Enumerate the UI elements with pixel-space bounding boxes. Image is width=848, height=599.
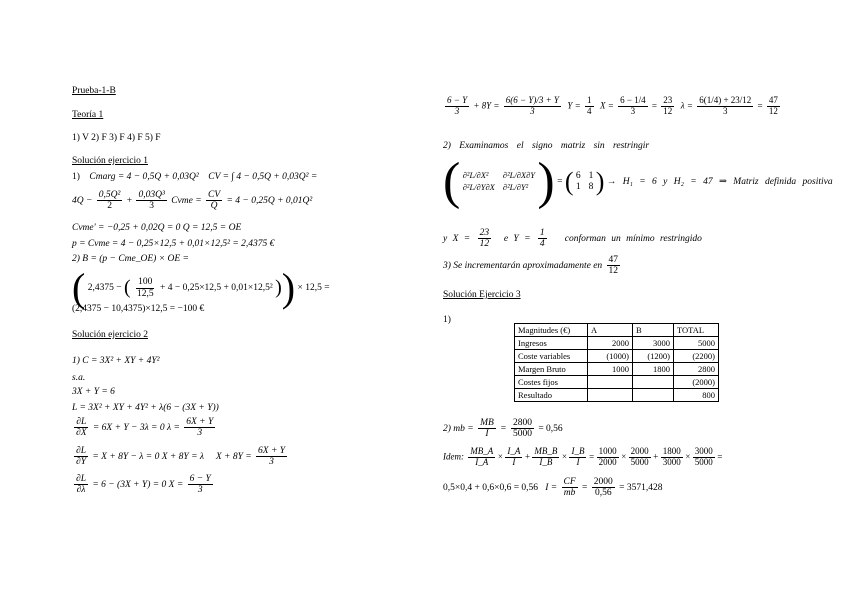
table-cell: 1000	[588, 363, 633, 376]
p3-op: +	[652, 451, 659, 462]
ej1-l6-b: + 4 − 0,25×12,5 + 0,01×12,5²	[159, 283, 273, 294]
ej1-line7: (2,4375 − 10,4375)×12,5 = −100 €	[72, 304, 205, 314]
r1-a: + 8Y =	[473, 100, 500, 111]
p4-a: 0,5×0,4 + 0,6×0,6 = 0,56	[443, 483, 539, 494]
ej1-line2	[72, 190, 312, 212]
p3-frac: $\frac{MB\_B}{I\_B}$	[534, 446, 558, 467]
vals-open: (	[564, 167, 574, 196]
hess-cell: ∂²L/∂Y∂X	[462, 182, 495, 192]
hess-cell: ∂²L/∂X∂Y	[502, 170, 536, 181]
hessian-matrix	[463, 171, 535, 193]
ej1-l2-a: 4Q −	[72, 196, 93, 207]
hess-val: 1	[575, 182, 581, 192]
ej2-d2-frac: $\frac{6X + Y}{3}$	[258, 446, 286, 468]
table-row	[515, 389, 719, 402]
p4-frac2: $\frac{2000}{0,56}$	[593, 477, 613, 499]
ej1-l2-plus: +	[126, 196, 133, 207]
ej3-item-number: 1)	[443, 315, 451, 325]
ej1-l2-cvme: Cvme =	[171, 196, 202, 207]
p3-frac: $\frac{1800}{3000}$	[662, 446, 681, 467]
table-header: Magnitudes (€)	[515, 324, 588, 337]
ej1-cmarg: Cmarg = 4 − 0,5Q + 0,03Q²	[89, 172, 199, 182]
r3-b: e Y =	[503, 234, 531, 245]
table-cell	[633, 376, 674, 389]
p3-op: =	[588, 451, 595, 462]
table-cell: 1800	[633, 363, 674, 376]
ej2-d3-frac: $\frac{6 - Y}{3}$	[189, 474, 211, 496]
ej2-d1-frac: $\frac{6X + Y}{3}$	[186, 417, 214, 439]
table-cell: 800	[674, 389, 719, 402]
r-line4	[443, 255, 622, 277]
ej1-l2-result: = 4 − 0,25Q + 0,01Q²	[226, 196, 313, 207]
ej2-dl-dlambda: $\frac{\partial L}{\partial\lambda}$	[76, 474, 86, 496]
p3-op: ×	[561, 451, 568, 462]
ej2-d2-eq: = X + 8Y − λ = 0 X + 8Y = λ	[92, 452, 204, 463]
table-row	[515, 363, 719, 376]
hess-cell: ∂²L/∂Y²	[502, 182, 529, 192]
ej3-idem-line	[443, 447, 723, 468]
p3-frac: $\frac{1000}{2000}$	[598, 446, 617, 467]
r1-d: =	[651, 100, 657, 111]
table-cell: (2200)	[674, 350, 719, 363]
hess-val: 8	[588, 182, 594, 192]
ej2-deriv-y	[72, 446, 289, 468]
table-cell: 2000	[588, 337, 633, 350]
close-paren-inner: )	[275, 276, 282, 299]
ej2-line2: s.a.	[72, 373, 86, 383]
table-row	[515, 350, 719, 363]
r4-frac: $\frac{47}{12}$	[608, 255, 619, 277]
table-cell: 2800	[674, 363, 719, 376]
ej1-line3: Cvme' = −0,25 + 0,02Q = 0 Q = 12,5 = OE	[72, 223, 242, 233]
hess-val: 1	[588, 171, 594, 182]
ej1-l6-a: 2,4375 −	[87, 283, 122, 294]
ej2-heading: Solución ejercicio 2	[72, 330, 148, 340]
p3-op: +	[524, 451, 531, 462]
table-cell: Ingresos	[515, 337, 588, 350]
hess-close: )	[537, 153, 555, 210]
ej2-d3-eq: = 6 − (3X + Y) = 0 X =	[92, 480, 184, 491]
ej3-heading: Solución Ejercicio 3	[443, 290, 521, 300]
ej2-line3: 3X + Y = 6	[72, 387, 115, 397]
table-header: A	[588, 324, 633, 337]
r1-frac3: $\frac{1}{4}$	[587, 95, 592, 116]
ej1-line5: 2) B = (p − Cme_OE) × OE =	[72, 254, 189, 264]
ej2-deriv-x	[72, 417, 217, 439]
r3-frac1: $\frac{23}{12}$	[479, 228, 490, 250]
r1-frac1: $\frac{6 - Y}{3}$	[447, 95, 468, 116]
table-cell: (1000)	[588, 350, 633, 363]
table-header-row	[515, 324, 719, 337]
ej2-dl-dx: $\frac{\partial L}{\partial X}$	[76, 417, 87, 439]
table-cell: Costes fijos	[515, 376, 588, 389]
table-cell: (1200)	[633, 350, 674, 363]
ej1-item-number: 1)	[72, 172, 80, 182]
r-line2: 2) Examinamos el signo matriz sin restringir	[443, 141, 650, 151]
p2-b: =	[500, 424, 507, 435]
hess-result: → H₁ = 6 y H₂ = 47 ⇒ Matriz definida positiva	[606, 177, 833, 188]
hessian-values	[576, 171, 594, 193]
p3-frac: $\frac{I\_A}{I}$	[507, 446, 521, 467]
ej1-line4: p = Cvme = 4 − 0,25×12,5 + 0,01×12,5² = 2,4375 €	[72, 239, 275, 249]
r3-c: conforman un mínimo restringido	[564, 234, 702, 245]
p4-c: =	[582, 483, 588, 494]
r1-frac2: $\frac{6(6 - Y)/3 + Y}{3}$	[505, 95, 559, 116]
results-table	[514, 323, 719, 402]
r1-frac7: $\frac{47}{12}$	[768, 95, 778, 116]
ej2-d1-eq: = 6X + Y − 3λ = 0 λ =	[92, 423, 180, 434]
hess-open: (	[443, 153, 461, 210]
teoria-heading: Teoría 1	[72, 110, 104, 120]
ej1-l6-c: × 12,5 =	[297, 283, 330, 294]
ej1-frac1: $\frac{\text{0,5Q²}}{2}$	[98, 190, 121, 212]
table-row	[515, 337, 719, 350]
p3-frac: $\frac{MB\_A}{I\_A}$	[470, 446, 494, 467]
p4-d: = 3571,428	[619, 483, 663, 494]
p4-frac1: $\frac{CF}{mb}$	[563, 477, 576, 499]
p2-frac1: $\frac{MB}{I}$	[480, 418, 494, 440]
ej2-line4: L = 3X² + XY + 4Y² + λ(6 − (3X + Y))	[72, 403, 219, 413]
hess-cell: ∂²L/∂X²	[462, 170, 489, 181]
p2-c: = 0,56	[538, 424, 563, 435]
table-cell	[633, 389, 674, 402]
table-cell: 3000	[633, 337, 674, 350]
r1-g: =	[757, 100, 763, 111]
p3-op: ×	[684, 451, 691, 462]
p3-frac: $\frac{2000}{5000}$	[630, 446, 649, 467]
r1-frac6: $\frac{6(1/4) + 23/12}{3}$	[699, 95, 752, 116]
close-paren: )	[281, 265, 296, 310]
r1-e: λ =	[680, 100, 693, 111]
ej3-mb-line	[443, 418, 563, 440]
hess-val: 6	[575, 171, 581, 182]
table-header: B	[633, 324, 674, 337]
open-paren-inner: (	[123, 276, 131, 299]
ej1-heading: Solución ejercicio 1	[72, 156, 148, 166]
ej2-line1: 1) C = 3X² + XY + 4Y²	[72, 356, 160, 366]
ej2-deriv-lambda	[72, 474, 215, 496]
p3-op: =	[716, 451, 723, 462]
r4-a: 3) Se incrementarán aproximadamente en	[443, 261, 603, 272]
p3-op: ×	[497, 451, 504, 462]
ej2-d2-eq2: X + 8Y =	[215, 452, 252, 463]
ej2-dl-dy: $\frac{\partial L}{\partial Y}$	[76, 446, 86, 468]
table-row	[515, 376, 719, 389]
p3-frac: $\frac{3000}{5000}$	[694, 446, 713, 467]
r3-frac2: $\frac{1}{4}$	[539, 228, 545, 250]
table-cell: Coste variables	[515, 350, 588, 363]
p3-op: ×	[620, 451, 627, 462]
teoria-answers: 1) V 2) F 3) F 4) F 5) F	[72, 133, 161, 143]
hess-eq: =	[557, 177, 563, 188]
p2-frac2: $\frac{2800}{5000}$	[512, 418, 532, 440]
p3-frac: $\frac{I\_B}{I}$	[571, 446, 585, 467]
r1-frac4: $\frac{6 - 1/4}{3}$	[620, 95, 646, 116]
table-cell	[588, 376, 633, 389]
ej1-cv: CV = ∫ 4 − 0,5Q + 0,03Q² =	[208, 172, 318, 182]
table-cell: Margen Bruto	[515, 363, 588, 376]
r1-frac5: $\frac{23}{12}$	[663, 95, 673, 116]
r1-b: Y =	[567, 100, 581, 111]
document-title: Prueba-1-B	[72, 86, 116, 96]
p4-b: I =	[545, 483, 558, 494]
r1-c: X =	[600, 100, 614, 111]
table-cell: (2000)	[674, 376, 719, 389]
r-line1	[443, 96, 782, 117]
hessian-block	[443, 153, 833, 210]
r-line3	[443, 228, 702, 250]
table-cell	[588, 389, 633, 402]
ej1-line1	[72, 172, 317, 183]
table-header: TOTAL	[674, 324, 719, 337]
open-paren: (	[72, 265, 86, 310]
table-cell: Resultado	[515, 389, 588, 402]
ej3-final-line	[443, 477, 663, 499]
table-cell: 5000	[674, 337, 719, 350]
vals-close: )	[595, 167, 605, 196]
ej1-l6-frac: $\frac{100}{12,5}$	[136, 277, 154, 299]
ej1-frac2: $\frac{\text{0,03Q³}}{3}$	[138, 190, 165, 212]
p3-a: Idem:	[443, 451, 464, 462]
r3-a: y X =	[443, 234, 471, 245]
p2-a: 2) mb =	[443, 424, 474, 435]
ej1-frac3: $\frac{CV}{Q}$	[208, 190, 221, 212]
